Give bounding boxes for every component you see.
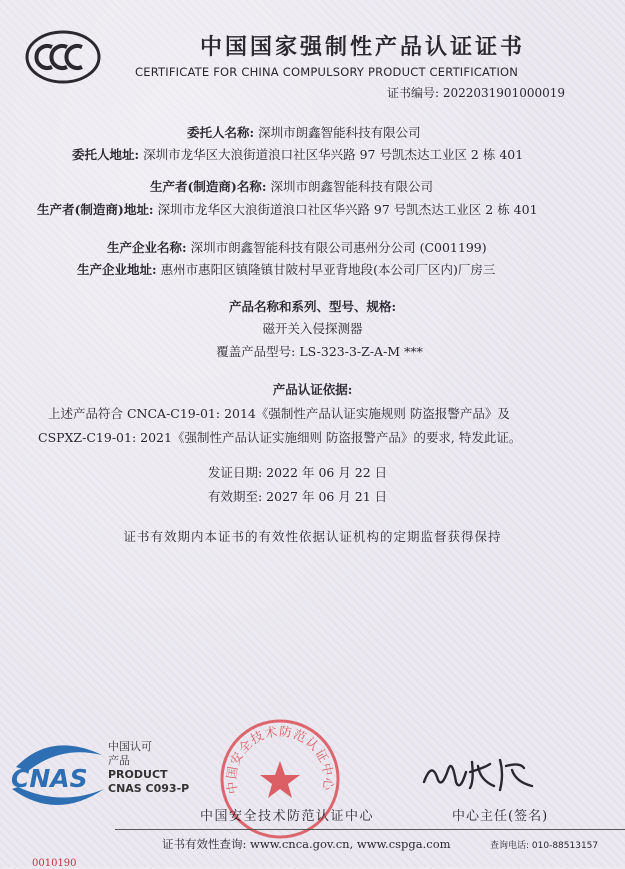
cnas-logo-text: CNAS <box>11 764 88 793</box>
cnas-line-4: CNAS C093-P <box>108 782 190 795</box>
client-name-row <box>187 123 421 141</box>
issuing-organization: 中国安全技术防范认证中心 <box>200 809 375 824</box>
cnas-info <box>108 740 189 796</box>
product-name: 磁开关入侵探测器 <box>262 321 363 336</box>
seal-text: 中国安全技术防范认证中心 <box>223 723 337 795</box>
producer-address-label: 生产者(制造商)地址: <box>37 202 154 217</box>
expiry-date: 有效期至: 2027 年 06 月 21 日 <box>208 489 388 504</box>
validity-note: 证书有效期内本证书的有效性依据认证机构的定期监督获得保持 <box>123 529 502 544</box>
producer-address: 深圳市龙华区大浪街道浪口社区华兴路 97 号凯杰达工业区 2 栋 401 <box>157 202 538 217</box>
validity-query: 证书有效性查询: www.cnca.gov.cn, www.cspga.com <box>162 837 451 851</box>
seal-star-icon <box>260 761 300 798</box>
factory-address-row <box>77 260 495 278</box>
query-telephone: 查询电话: 010-88513157 <box>490 841 599 851</box>
producer-name-label: 生产者(制造商)名称: <box>150 179 267 194</box>
factory-name: 深圳市朗鑫智能科技有限公司惠州分公司 (C001199) <box>190 240 487 255</box>
product-label: 产品名称和系列、型号、规格: <box>228 299 397 314</box>
cnas-line-2: 产品 <box>108 754 130 767</box>
factory-address-label: 生产企业地址: <box>77 262 157 277</box>
basis-line-2: CSPXZ-C19-01: 2021《强制性产品认证实施细则 防盗报警产品》的要求, 特发此证。 <box>38 430 522 445</box>
certificate-number: 证书编号: 2022031901000019 <box>387 86 566 100</box>
producer-name: 深圳市朗鑫智能科技有限公司 <box>270 179 433 194</box>
cnas-line-1: 中国认可 <box>108 740 152 753</box>
cnas-logo <box>6 737 108 809</box>
footer-divider <box>115 829 625 830</box>
director-title: 中心主任(签名) <box>452 809 549 824</box>
client-name-label: 委托人名称: <box>187 125 255 140</box>
factory-name-label: 生产企业名称: <box>107 240 187 255</box>
title-cn: 中国国家强制性产品认证证书 <box>199 34 525 60</box>
client-address: 深圳市龙华区大浪街道浪口社区华兴路 97 号凯杰达工业区 2 栋 401 <box>143 147 524 162</box>
factory-address: 惠州市惠阳区镇隆镇甘陂村早亚背地段(本公司厂区内)厂房三 <box>160 262 496 277</box>
producer-name-row <box>150 177 433 195</box>
producer-address-row <box>37 200 538 218</box>
client-name: 深圳市朗鑫智能科技有限公司 <box>258 125 421 140</box>
issue-date: 发证日期: 2022 年 06 月 22 日 <box>208 465 388 480</box>
title-en: CERTIFICATE FOR CHINA COMPULSORY PRODUCT CERTIFICATION <box>135 65 519 79</box>
director-signature <box>420 752 540 794</box>
factory-name-row <box>107 238 487 256</box>
serial-red-mark: 0010190 <box>32 858 77 869</box>
basis-label: 产品认证依据: <box>272 382 353 397</box>
client-address-label: 委托人地址: <box>72 147 140 162</box>
product-models: 覆盖产品型号: LS-323-3-Z-A-M *** <box>216 344 423 359</box>
basis-line-1: 上述产品符合 CNCA-C19-01: 2014《强制性产品认证实施规则 防盗报警产品》及 <box>48 406 510 421</box>
cnas-line-3: PRODUCT <box>108 768 168 781</box>
client-address-row <box>72 145 523 163</box>
